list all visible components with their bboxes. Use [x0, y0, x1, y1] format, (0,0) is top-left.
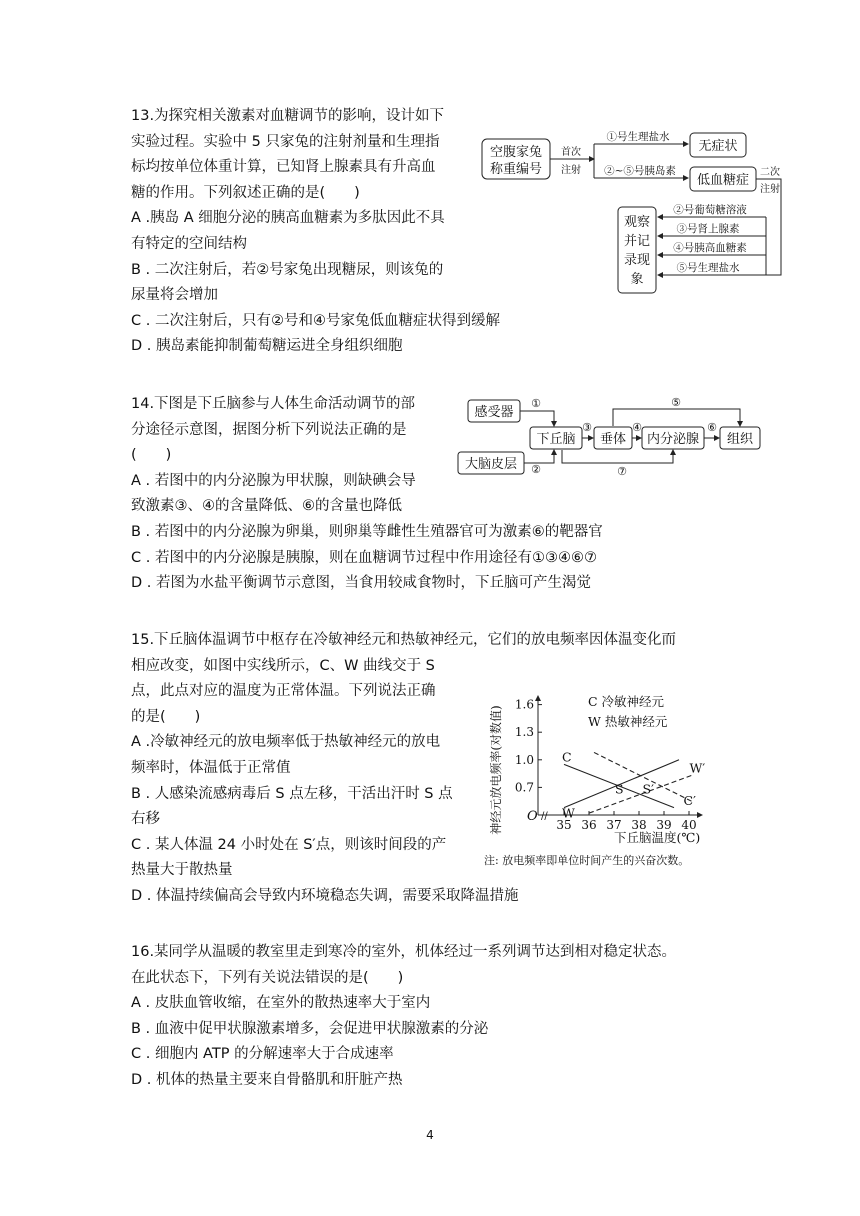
series-label: C′ — [683, 793, 696, 809]
treatment-4-label: ④号胰高血糖素 — [673, 242, 747, 254]
group-1-label: ①号生理盐水 — [606, 131, 670, 143]
question-13 — [131, 104, 500, 360]
point-label: S′ — [642, 781, 654, 797]
first-inject-label: 首次 — [561, 147, 581, 158]
arrow-5-label: ⑤ — [671, 396, 681, 409]
legend-entry-c: C 冷敏神经元 — [588, 694, 665, 709]
q15-option-a: 频率时，体温低于正常值 — [131, 759, 291, 776]
q15-stem-line: 点，此点对应的温度为正常体温。下列说法正确 — [131, 683, 436, 700]
tissue-label: 组织 — [726, 432, 754, 447]
arrow-1 — [520, 411, 554, 426]
cortex-label: 大脑皮层 — [464, 457, 518, 472]
observe-label: 象 — [630, 272, 644, 287]
q14-stem-line: ( ) — [131, 447, 172, 464]
arrow-4-label: ④ — [632, 421, 642, 434]
q15-option-c: 热量大于散热量 — [131, 862, 233, 879]
x-tick-label: 37 — [606, 818, 622, 832]
q14-option-a: 致激素③、④的含量降低、⑥的含量也降低 — [131, 498, 402, 515]
series-label: W′ — [689, 760, 706, 776]
q13-stem-line: 实验过程。实验中 5 只家兔的注射剂量和生理指 — [131, 133, 440, 150]
x-tick-label: 38 — [631, 818, 647, 832]
q16-option-d: D . 机体的热量主要来自骨骼肌和肝脏产热 — [131, 1071, 403, 1088]
hypoglycemia-label: 低血糖症 — [696, 173, 750, 188]
point-label: S — [615, 781, 624, 797]
q14-option-a: A . 若图中的内分泌腺为甲状腺，则缺碘会导 — [131, 472, 416, 489]
arrow-2-label: ② — [531, 463, 541, 476]
axis-break: // — [541, 811, 548, 822]
treatment-5-label: ⑤号生理盐水 — [676, 262, 740, 274]
observe-label: 录现 — [623, 253, 651, 268]
q14-option-c: C . 若图中的内分泌腺是胰腺，则在血糖调节过程中作用途径有①③④⑥⑦ — [131, 549, 597, 566]
x-tick-label: 36 — [581, 818, 597, 832]
group-2-5-label: ②~⑤号胰岛素 — [604, 165, 676, 177]
q16-option-c: C . 细胞内 ATP 的分解速率大于合成速率 — [131, 1046, 394, 1063]
y-tick-label: 1.3 — [514, 725, 534, 740]
q14-option-d: D . 若图为水盐平衡调节示意图，当食用较咸食物时，下丘脑可产生渴觉 — [131, 575, 591, 592]
q15-option-d: D . 体温持续偏高会导致内环境稳态失调，需要采取降温措施 — [131, 887, 519, 904]
no-symptom-label: 无症状 — [698, 139, 738, 154]
q13-option-c: C . 二次注射后，只有②号和④号家兔低血糖症状得到缓解 — [131, 312, 500, 329]
gland-label: 内分泌腺 — [646, 432, 700, 447]
observe-label: 并记 — [623, 234, 651, 249]
rabbit-label: 称重编号 — [489, 162, 543, 177]
q13-stem-line: 13.为探究相关激素对血糖调节的影响，设计如下 — [131, 108, 445, 124]
q13-option-a: 有特定的空间结构 — [131, 235, 247, 252]
q13-option-b: 尿量将会增加 — [131, 287, 218, 304]
second-inject-label: 二次 — [760, 167, 780, 178]
treatment-2-label: ②号葡萄糖溶液 — [673, 204, 747, 216]
x-tick-label: 39 — [656, 818, 672, 832]
series-label: C — [562, 749, 572, 765]
arrow-2 — [524, 450, 554, 463]
receptor-label: 感受器 — [474, 405, 514, 420]
q13-option-b: B . 二次注射后，若②号家兔出现糖尿，则该兔的 — [131, 261, 444, 278]
q16-stem-line: 16.某同学从温暖的教室里走到寒冷的室外，机体经过一系列调节达到相对稳定状态。 — [131, 944, 677, 960]
first-inject-label: 注射 — [561, 165, 581, 176]
arrow-3-label: ③ — [582, 421, 592, 434]
q15-option-b: B . 人感染流感病毒后 S 点左移，干活出汗时 S 点 — [131, 785, 453, 802]
second-inject-label: 注射 — [760, 184, 780, 195]
hypothalamus-label: 下丘脑 — [536, 432, 576, 447]
q15-option-b: 右移 — [131, 811, 160, 828]
q14-option-b: B . 若图中的内分泌腺为卵巢，则卵巢等雌性生殖器官可为激素⑥的靶器官 — [131, 523, 603, 540]
y-tick-label: 1.0 — [514, 752, 534, 767]
q15-stem-line: 15.下丘脑体温调节中枢存在冷敏神经元和热敏神经元，它们的放电频率因体温变化而 — [131, 632, 677, 648]
q14-pathway-diagram — [456, 395, 766, 480]
q13-stem-line: 糖的作用。下列叙述正确的是( ) — [131, 184, 360, 201]
q15-temperature-chart — [480, 690, 750, 875]
q15-stem-line: 的是( ) — [131, 708, 201, 725]
q13-experiment-diagram — [478, 125, 788, 295]
q14-stem-line: 14.下图是下丘脑参与人体生命活动调节的部 — [131, 396, 416, 412]
series-group — [562, 749, 705, 820]
legend-entry-w: W 热敏神经元 — [588, 714, 668, 729]
q13-option-d: D . 胰岛素能抑制葡萄糖运进全身组织细胞 — [131, 338, 403, 355]
y-axis-title: 神经元放电频率(对数值) — [489, 705, 503, 835]
q16-stem-line: 在此状态下，下列有关说法错误的是( ) — [131, 969, 404, 986]
rabbit-label: 空腹家兔 — [489, 145, 543, 160]
x-tick-label: 35 — [556, 818, 572, 832]
observe-label: 观察 — [623, 215, 651, 230]
arrow-7-label: ⑦ — [617, 465, 627, 478]
y-tick-label: 0.7 — [514, 780, 534, 795]
series-label: W — [562, 805, 575, 821]
q13-stem-line: 标均按单位体重计算，已知肾上腺素具有升高血 — [131, 159, 436, 176]
origin-label: O — [527, 809, 538, 824]
legend — [588, 694, 668, 729]
q15-option-a: A .冷敏神经元的放电频率低于热敏神经元的放电 — [131, 734, 441, 751]
chart-note: 注: 放电频率即单位时间产生的兴奋次数。 — [484, 854, 690, 867]
q15-stem-line: 相应改变，如图中实线所示，C、W 曲线交于 S — [131, 657, 435, 674]
arrow-1-label: ① — [531, 397, 541, 410]
q16-option-a: A . 皮肤血管收缩，在室外的散热速率大于室内 — [131, 995, 431, 1012]
q13-option-a: A .胰岛 A 细胞分泌的胰高血糖素为多肽因此不具 — [131, 210, 445, 227]
arrow-6-label: ⑥ — [707, 421, 717, 434]
question-16 — [131, 940, 676, 1094]
y-tick-label: 1.6 — [514, 697, 534, 712]
x-axis-title: 下丘脑温度(℃) — [614, 830, 701, 845]
q15-option-c: C . 某人体温 24 小时处在 S′点，则该时间段的产 — [131, 836, 447, 853]
pituitary-label: 垂体 — [599, 432, 627, 447]
q16-option-b: B . 血液中促甲状腺激素增多，会促进甲状腺激素的分泌 — [131, 1020, 489, 1037]
treatment-3-label: ③号肾上腺素 — [676, 223, 740, 235]
page-number: 4 — [426, 1128, 434, 1142]
x-tick-label: 40 — [681, 818, 697, 832]
q14-stem-line: 分途径示意图，据图分析下列说法正确的是 — [131, 421, 407, 438]
arrow-7 — [562, 450, 673, 463]
